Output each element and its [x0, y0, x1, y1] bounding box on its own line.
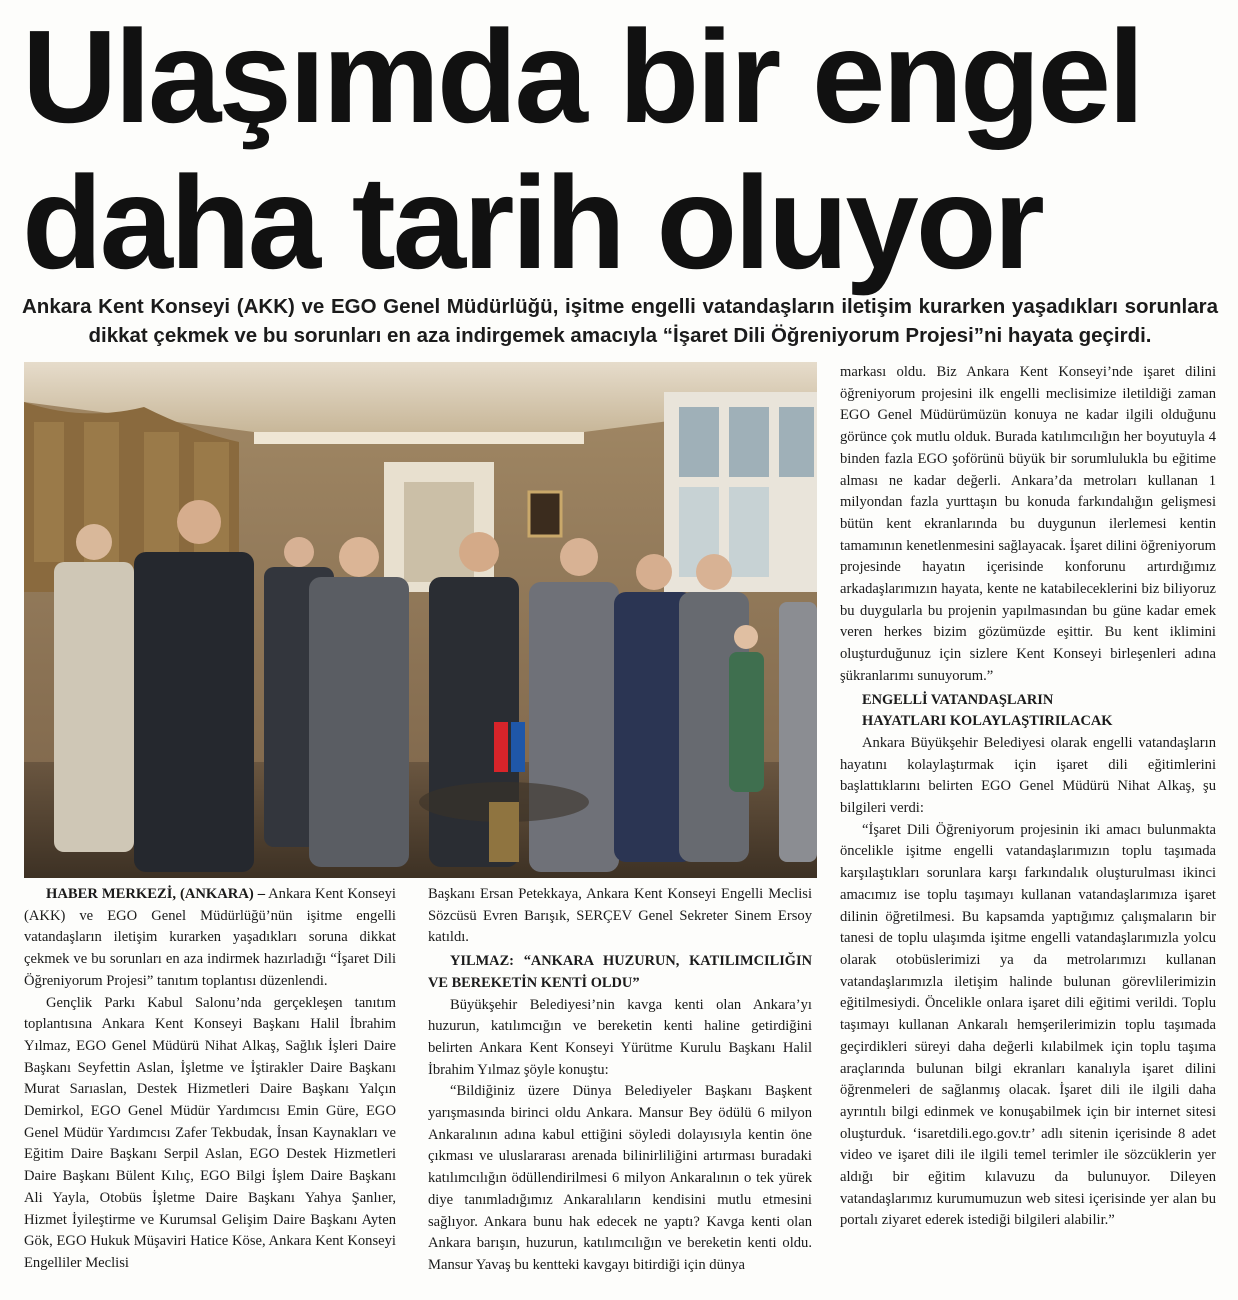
subhead-yilmaz: YILMAZ: “ANKARA HUZURUN, KATILIMCILIĞIN VE BEREKETİN KENTİ OLDU” — [428, 953, 812, 991]
headline-line-2: daha tarih oluyor — [22, 149, 1042, 296]
column-2-paragraph-3: “Bildiğiniz üzere Dünya Belediyeler Başkanı Başkent yarışmasında birinci oldu Ankara. Mansur Bey ödülü 6 milyon Ankaralının adına kabul ettiğini söyledi dolayısıyla kentin öne çıkması ve uluslararası arenada bilinirliliğini artırması buradaki katılımcılığın ödüllendirilmesi 6 milyon Ankaralının o tek yürek diye tanımladığımız Ankaralıların kendisini mutlu etmesini sağlıyor. Ankara bunu hak edecek ne yaptı? Kavga kenti olan Ankara barışın, huzurun, katılımcılığın ve bereketin kenti oldu. Mansur Yavaş bu kentteki kavgayı bitirdiği için dünya — [428, 1083, 812, 1273]
ankara-flag — [511, 722, 525, 772]
column-3-paragraph-1: markası oldu. Biz Ankara Kent Konseyi’nde işaret dilini öğreniyorum projesini ilk engelli meclisimize iletildiği zaman EGO Genel Müdürümüzün konuya ne kadar ilgili olduğunu görünce çok mutlu olduk. Burada katılımcılığın her boyutuyla 4 binden fazla EGO şoförünü büyük bir sorumlulukla bu eğitime alması ne kadar değerli. Ankara’da metroları kullanan 1 milyondan fazla yurttaşın bu konuda farkındalığın gelişmesi bütün kent ekranlarında bu duygunun ilerlemesi kentin tamamının kenetlenmesini sağlayacak. İşaret dilini öğreniyorum projesinde hayatın içerisinde konforunu artırdığımız arkadaşlarımızın hayata, kente ne katabileceklerini biz biliyoruz bu duygularla bu projenin yapılmasından bu güne kadar emek veren herkes bizim gözümüzde eşittir. Bu kent iklimini oluşturduğunuz için sizlere Kent Konseyi birleşenleri adına şükranlarımı sunuyorum.” — [840, 364, 1216, 684]
column-3-paragraph-3: “İşaret Dili Öğreniyorum projesinin iki amacı bulunmakta öncelikle işitme engelli vatandaşlarımızın toplu taşımada karşılaştıkları sorunlara karşı farkındalık oluşturulması ikinci amacımız ise toplu taşımayı kullanan vatandaşlarımıza işaret dilinin öğretilmesi. Bu kapsamda yaptığımız çalışmaların bir tanesi de toplu ulaşımda işitme engelli vatandaşlarımızla yolcu olarak otobüslerimizi ya da metrolarımızı kullanan vatandaşlarımızla iletişim halinde bulunan görevlilerimizin eğitilmesiydi. Öncelikle onlara işaret dili eğitimi verildi. Toplu taşımayı kullanan Ankaralı hemşerilerimizin toplu taşımada geçirdikleri süreyi daha değerli kılabilmek için toplu taşıma araçlarında bulunan bilgi ekranları kanalıyla işaret dilini öğrenmeleri de sağlanmış olacak. İşaret dili ile ilgili daha ayrıntılı bilgi edinmek ve konuşabilmek için bir internet sitesi oluşturduk. ‘isaretdili.ego.gov.tr’ adlı sitenin içerisinde 8 adet video ve işaret dili ile ilgili temel terimler ile sözcüklerin yer aldığı bir eğitim kılavuzu da bulunuyor. Dileyen vatandaşlarımız kurumumuzun web sitesi içerisinde yer alan bu portalı ziyaret ederek istediği bilgileri alabilir.” — [840, 821, 1216, 1229]
article-column-1 — [24, 884, 396, 1275]
event-photo — [24, 362, 817, 878]
headline-line-1: Ulaşımda bir engel — [22, 3, 1142, 150]
article-column-2 — [428, 884, 812, 1277]
column-1-text-1: Ankara Kent Konseyi (AKK) ve EGO Genel Müdürlüğü’nün işitme engelli vatandaşların iletişim kurarken yaşadıkları soruna dikkat çekmek ve bu sorunları en aza indirmek hazırladığı “İşaret Dili Öğreniyorum Projesi” tanıtım toplantısı düzenlendi. — [24, 886, 396, 989]
subhead-engelli-line-1: ENGELLİ VATANDAŞLARIN — [862, 691, 1054, 708]
event-photo-illustration — [24, 362, 817, 878]
column-2-paragraph-2: Büyükşehir Belediyesi’nin kavga kenti olan Ankara’yı huzurun, katılımcığın ve bereketin kenti haline getirdiğini belirten Ankara Kent Konseyi Yürütme Kurulu Başkanı Halil İbrahim Yılmaz şöyle konuştu: — [428, 996, 812, 1078]
subhead-engelli-line-2: HAYATLARI KOLAYLAŞTIRILACAK — [862, 713, 1113, 730]
column-3-paragraph-2: Ankara Büyükşehir Belediyesi olarak engelli vatandaşların hayatını kolaylaştırmak için işaret dili eğitimlerini başlattıklarını belirten EGO Genel Müdürü Nihat Alkaş, şu bilgileri verdi: — [840, 734, 1216, 817]
dateline: HABER MERKEZİ, (ANKARA) – — [46, 886, 265, 902]
column-1-paragraph-2: Gençlik Parkı Kabul Salonu’nda gerçekleşen tanıtım toplantısına Ankara Kent Konseyi Başkanı Halil İbrahim Yılmaz, EGO Genel Müdürü Nihat Alkaş, Sağlık İşleri Daire Başkanı Seyfettin Aslan, İşletme ve İştirakler Daire Başkanı Murat Sarıaslan, Destek Hizmetleri Daire Başkanı Yalçın Demirkol, EGO Genel Müdür Yardımcısı Emin Güre, EGO Genel Müdür Yardımcısı Zafer Tekbudak, İnsan Kaynakları ve Eğitim Daire Başkanı Serpil Aslan, EGO Destek Hizmetleri Daire Başkanı Bülent Kılıç, EGO Bilgi İşlem Daire Başkanı Ali Yayla, Otobüs İşletme Daire Başkanı Yahya Şanlıer, Hizmet İyileştirme ve Kurumsal Gelişim Daire Başkanı Ayten Gök, EGO Hukuk Müşaviri Hatice Köse, Ankara Kent Konseyi Engelliler Meclisi — [24, 994, 396, 1271]
column-2-paragraph-1: Başkanı Ersan Petekkaya, Ankara Kent Konseyi Engelli Meclisi Sözcüsü Evren Barışık, SERÇEV Genel Sekreter Sinem Ersoy katıldı. — [428, 886, 812, 946]
column-1-paragraph-1 — [24, 884, 396, 993]
turkish-flag — [494, 722, 508, 772]
article-column-3 — [840, 362, 1216, 1232]
article-deck: Ankara Kent Konseyi (AKK) ve EGO Genel Müdürlüğü, işitme engelli vatandaşların iletişim kurarken yaşadıkları sorunlara dikkat çekmek ve bu sorunları en aza indirgemek amacıyla “İşaret Dili Öğreniyorum Projesi”ni hayata geçirdi. — [22, 295, 1218, 347]
headline — [22, 4, 1222, 296]
